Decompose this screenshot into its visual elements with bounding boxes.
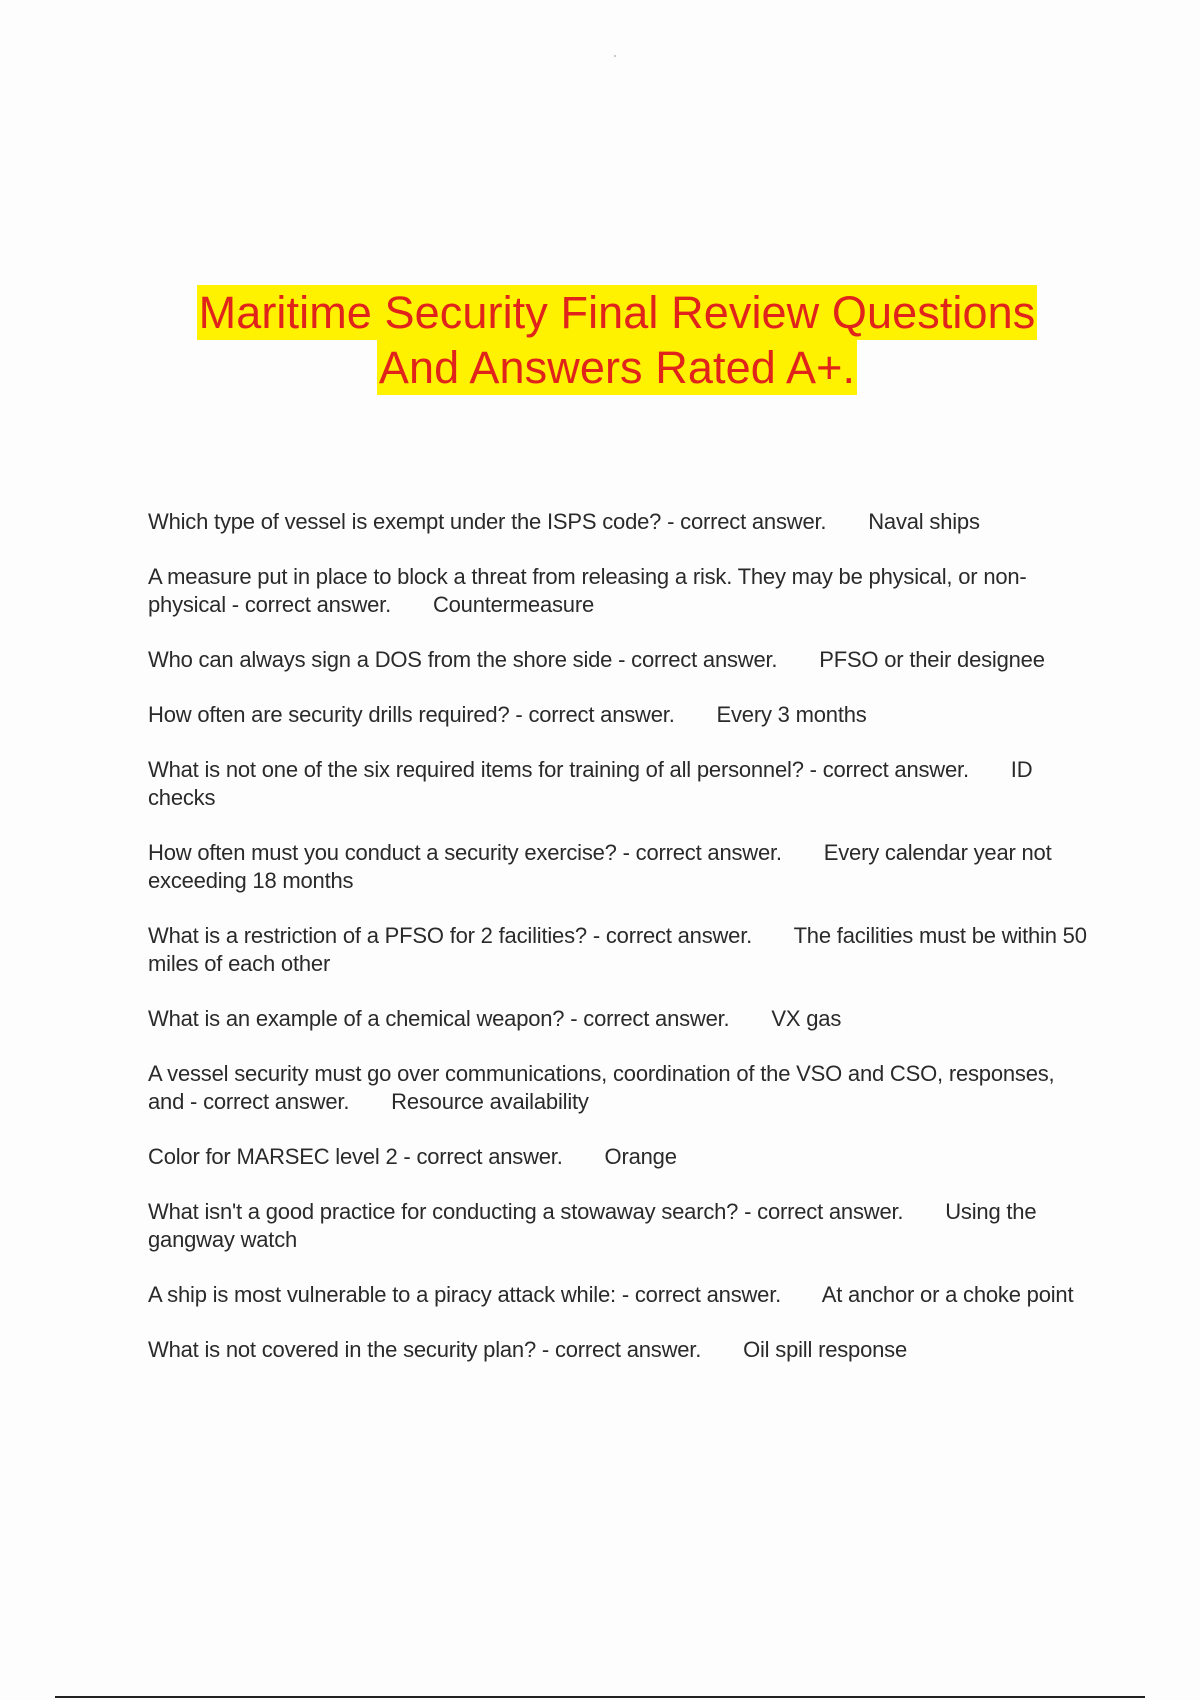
qa-marker: correct answer. [203,1089,350,1114]
qa-question: Which type of vessel is exempt under the ISPS code? - [148,509,681,534]
qa-answer: The facilities must be within 50 miles of each other [148,923,1087,976]
qa-answer: Oil spill response [743,1337,907,1362]
title-line-2: And Answers Rated A+. [378,342,856,393]
qa-answer: Countermeasure [432,592,594,617]
qa-item [148,646,1088,674]
qa-item [148,1143,1088,1171]
qa-question: A ship is most vulnerable to a piracy attack while: - [148,1282,635,1307]
qa-question: How often are security drills required? - [148,702,529,727]
qa-question: Who can always sign a DOS from the shore side - [148,647,632,672]
qa-question: Color for MARSEC level 2 - [148,1144,417,1169]
qa-item [148,1336,1088,1364]
qa-answer: Using the gangway watch [148,1199,1037,1252]
qa-answer: ID checks [148,757,1033,810]
qa-marker: correct answer. [635,840,782,865]
qa-answer: Naval ships [868,509,980,534]
qa-answer: Every calendar year not exceeding 18 months [148,840,1052,893]
qa-marker: correct answer. [605,923,753,948]
qa-answer: Every 3 months [716,702,867,727]
qa-item [148,1198,1088,1254]
qa-marker: correct answer. [554,1337,702,1362]
qa-marker: correct answer. [680,509,827,534]
qa-marker: correct answer. [244,592,392,617]
qa-marker: correct answer. [528,702,675,727]
qa-answer: At anchor or a choke point [821,1282,1074,1307]
qa-answer: Orange [604,1144,677,1169]
qa-question: What is not one of the six required items for training of all personnel? - [148,757,823,782]
qa-item [148,563,1088,619]
qa-item [148,701,1088,729]
qa-answer: VX gas [771,1006,842,1031]
qa-item [148,1281,1088,1309]
qa-question: What is an example of a chemical weapon? - [148,1006,584,1031]
qa-marker: correct answer. [822,757,969,782]
qa-item [148,839,1088,895]
title-line-1: Maritime Security Final Review Questions [198,287,1036,338]
qa-question: What is not covered in the security plan? - [148,1337,555,1362]
qa-list [148,508,1088,1391]
qa-item [148,1005,1088,1033]
qa-marker: correct answer. [631,647,778,672]
document-title [0,285,1200,395]
qa-item [148,1060,1088,1116]
qa-item [148,508,1088,536]
qa-marker: correct answer. [757,1199,904,1224]
qa-question: What is a restriction of a PFSO for 2 facilities? - [148,923,606,948]
scan-speck [614,55,616,57]
qa-answer: Resource availability [391,1089,589,1114]
qa-marker: correct answer. [583,1006,730,1031]
qa-question: A vessel security must go over communications, coordination of the VSO and CSO, responses, and - [148,1061,1055,1114]
qa-question: What isn't a good practice for conducting a stowaway search? - [148,1199,758,1224]
qa-item [148,756,1088,812]
qa-answer: PFSO or their designee [819,647,1045,672]
qa-question: How often must you conduct a security exercise? - [148,840,636,865]
qa-marker: correct answer. [634,1282,782,1307]
qa-marker: correct answer. [416,1144,563,1169]
page-bottom-rule [55,1696,1145,1698]
qa-item [148,922,1088,978]
qa-question: A measure put in place to block a threat from releasing a risk. They may be physical, or non-physical - [148,564,1027,617]
